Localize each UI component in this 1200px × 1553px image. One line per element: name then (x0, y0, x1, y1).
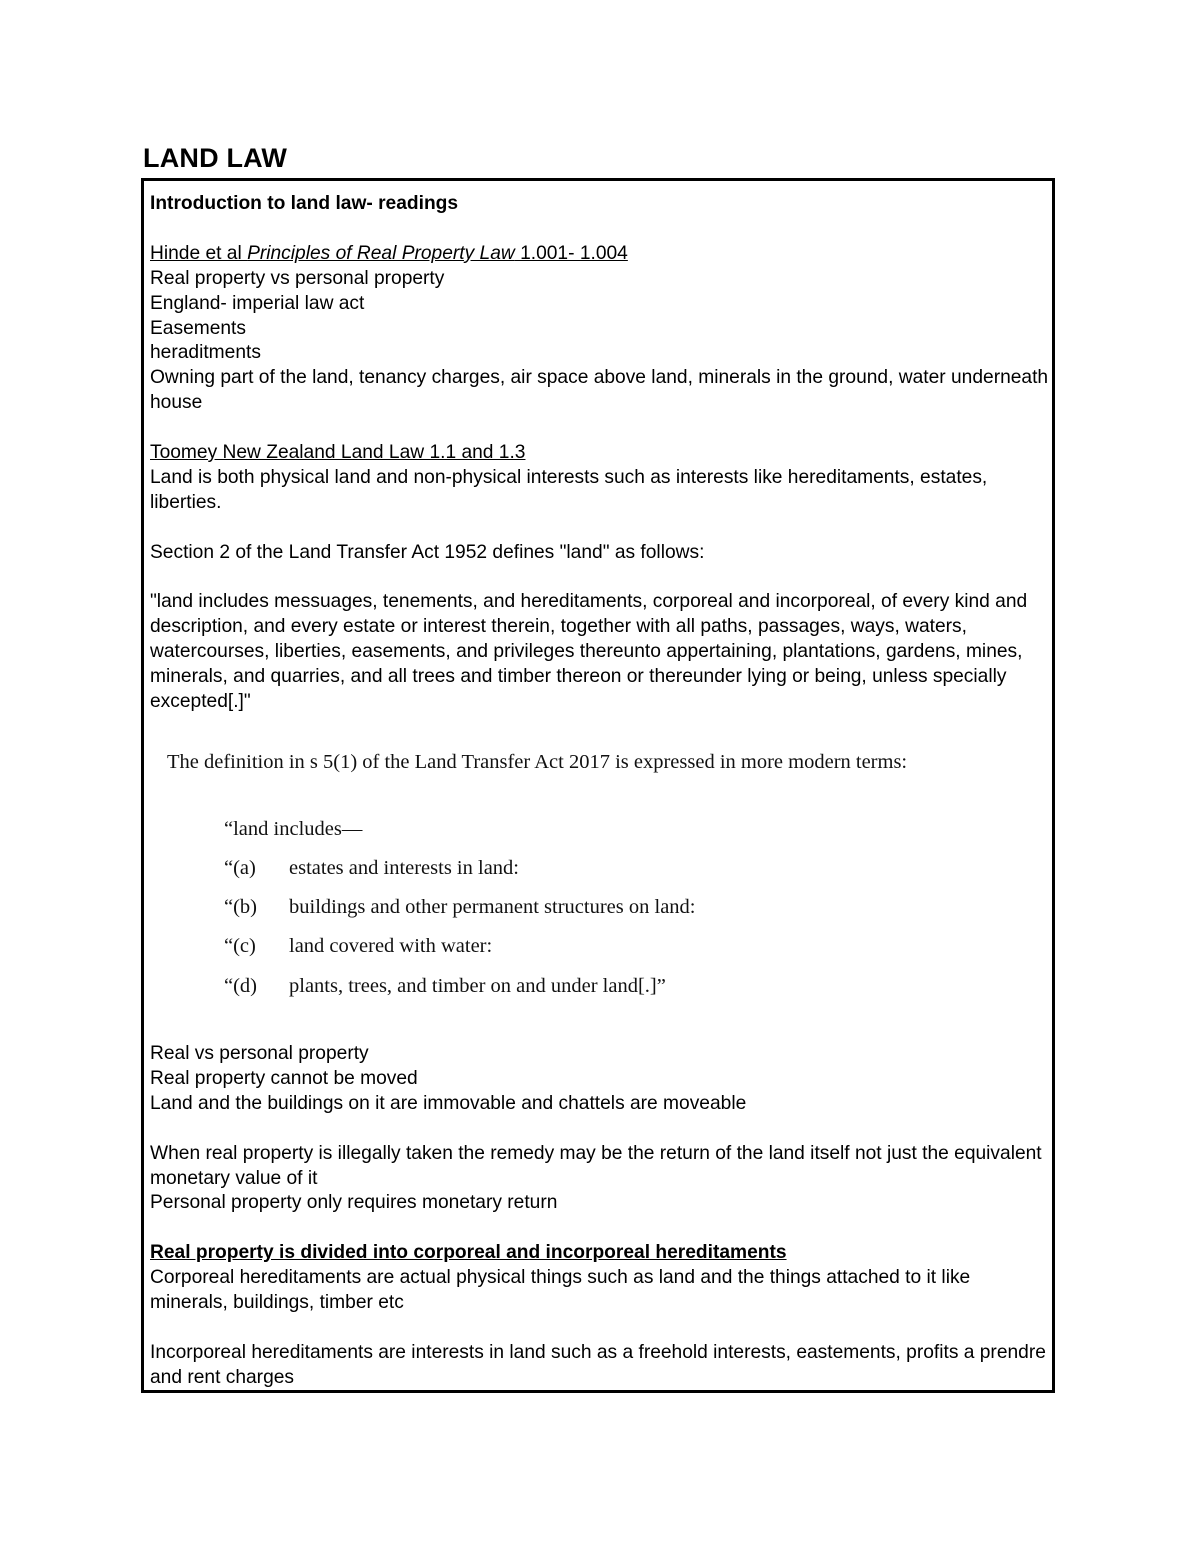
page-title: LAND LAW (143, 143, 288, 173)
clause-label: “(c) (224, 935, 256, 957)
toomey-note: Land is both physical land and non-physical interests such as interests like hereditaments, estates, liberties. (150, 466, 988, 513)
real-vs-personal-line: Real property cannot be moved (150, 1067, 418, 1089)
excerpt-lead: The definition in s 5(1) of the Land Transfer Act 2017 is expressed in more modern terms: (167, 751, 908, 773)
section2-quote: "land includes messuages, tenements, and hereditaments, corporeal and incorporeal, of every kind and description, and every estate or interest therein, together with all paths, passages, ways, waters, watercourses, liberties, easements, and privileges thereunto appertaining, plantations, gardens, mines, minerals, and quarries, and all trees and timber thereon or thereunder lying or being, unless specially excepted[.]" (150, 591, 1028, 713)
clause-label: “(b) (224, 896, 258, 918)
personal-property-text: Personal property only requires monetary return (150, 1192, 558, 1214)
real-vs-personal-line: Land and the buildings on it are immovable and chattels are moveable (150, 1092, 747, 1114)
excerpt-clause (224, 857, 519, 880)
clause-text: land covered with water: (289, 935, 493, 957)
toomey-reference: Toomey New Zealand Land Law 1.1 and 1.3 (150, 442, 526, 464)
corporeal-text: Corporeal hereditaments are actual physical things such as land and the things attached to it like minerals, buildings, timber etc (150, 1267, 971, 1314)
lower-content (150, 1042, 1050, 1391)
hinde-note: England- imperial law act (150, 292, 365, 314)
corporeal-heading: Real property is divided into corporeal and incorporeal hereditaments (150, 1242, 787, 1264)
incorporeal-text: Incorporeal hereditaments are interests in land such as a freehold interests, eastements, profits a prendre and rent charges (150, 1341, 1046, 1388)
box-heading: Introduction to land law- readings (150, 193, 459, 214)
upper-content (150, 192, 1050, 715)
clause-label: “(a) (224, 857, 256, 879)
hinde-note: Real property vs personal property (150, 267, 445, 289)
excerpt-clause (224, 935, 492, 958)
hinde-note: Easements (150, 317, 246, 339)
statute-excerpt-image (167, 748, 987, 997)
excerpt-clause (224, 896, 696, 919)
clause-text: plants, trees, and timber on and under land[.]” (289, 975, 666, 997)
hinde-paragraphs: 1.001- 1.004 (514, 242, 628, 264)
hinde-reference (150, 242, 1050, 267)
hinde-note: heraditments (150, 342, 261, 364)
clause-text: estates and interests in land: (289, 857, 519, 879)
clause-label: “(d) (224, 975, 258, 997)
clause-text: buildings and other permanent structures on land: (289, 896, 696, 918)
section2-intro: Section 2 of the Land Transfer Act 1952 defines "land" as follows: (150, 541, 705, 563)
excerpt-quote-head: “land includes— (224, 818, 363, 840)
excerpt-clause (224, 975, 666, 998)
real-vs-personal-line: Real vs personal property (150, 1043, 369, 1064)
remedy-text: When real property is illegally taken the remedy may be the return of the land itself not just the equivalent monetary value of it (150, 1142, 1042, 1189)
hinde-note: Owning part of the land, tenancy charges, air space above land, minerals in the ground, water underneath house (150, 367, 1049, 414)
hinde-book-title: Principles of Real Property Law (247, 242, 515, 264)
hinde-authors: Hinde et al (150, 242, 248, 264)
